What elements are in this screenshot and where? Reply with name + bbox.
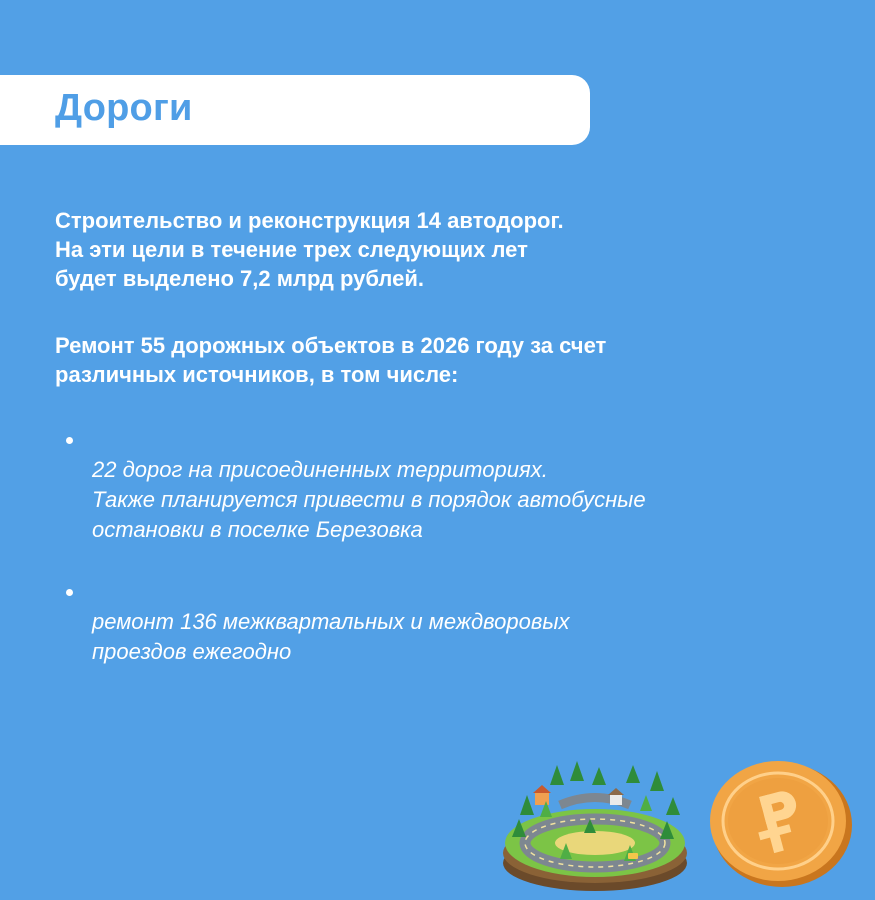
ruble-coin-icon: [706, 755, 856, 890]
road-island-icon: [500, 755, 690, 895]
bullet-dot: [66, 437, 73, 444]
list-item: [62, 425, 782, 545]
bullet-dot: [66, 589, 73, 596]
title-bar: [0, 75, 590, 145]
list-item: [62, 577, 782, 667]
bullet-text: ремонт 136 межквартальных и междворовых проездов ежегодно: [92, 609, 570, 664]
bullet-list: [62, 425, 782, 667]
paragraph-roads-construction: Строительство и реконструкция 14 автодорог. На эти цели в течение трех следующих лет будет выделено 7,2 млрд рублей.: [55, 208, 564, 291]
bullet-text: 22 дорог на присоединенных территориях. Также планируется привести в порядок автобусные остановки в поселке Березовка: [92, 457, 646, 542]
paragraph-roads-repair: Ремонт 55 дорожных объектов в 2026 году за счет различных источников, в том числе:: [55, 333, 607, 387]
page-title: Дороги: [55, 87, 193, 129]
